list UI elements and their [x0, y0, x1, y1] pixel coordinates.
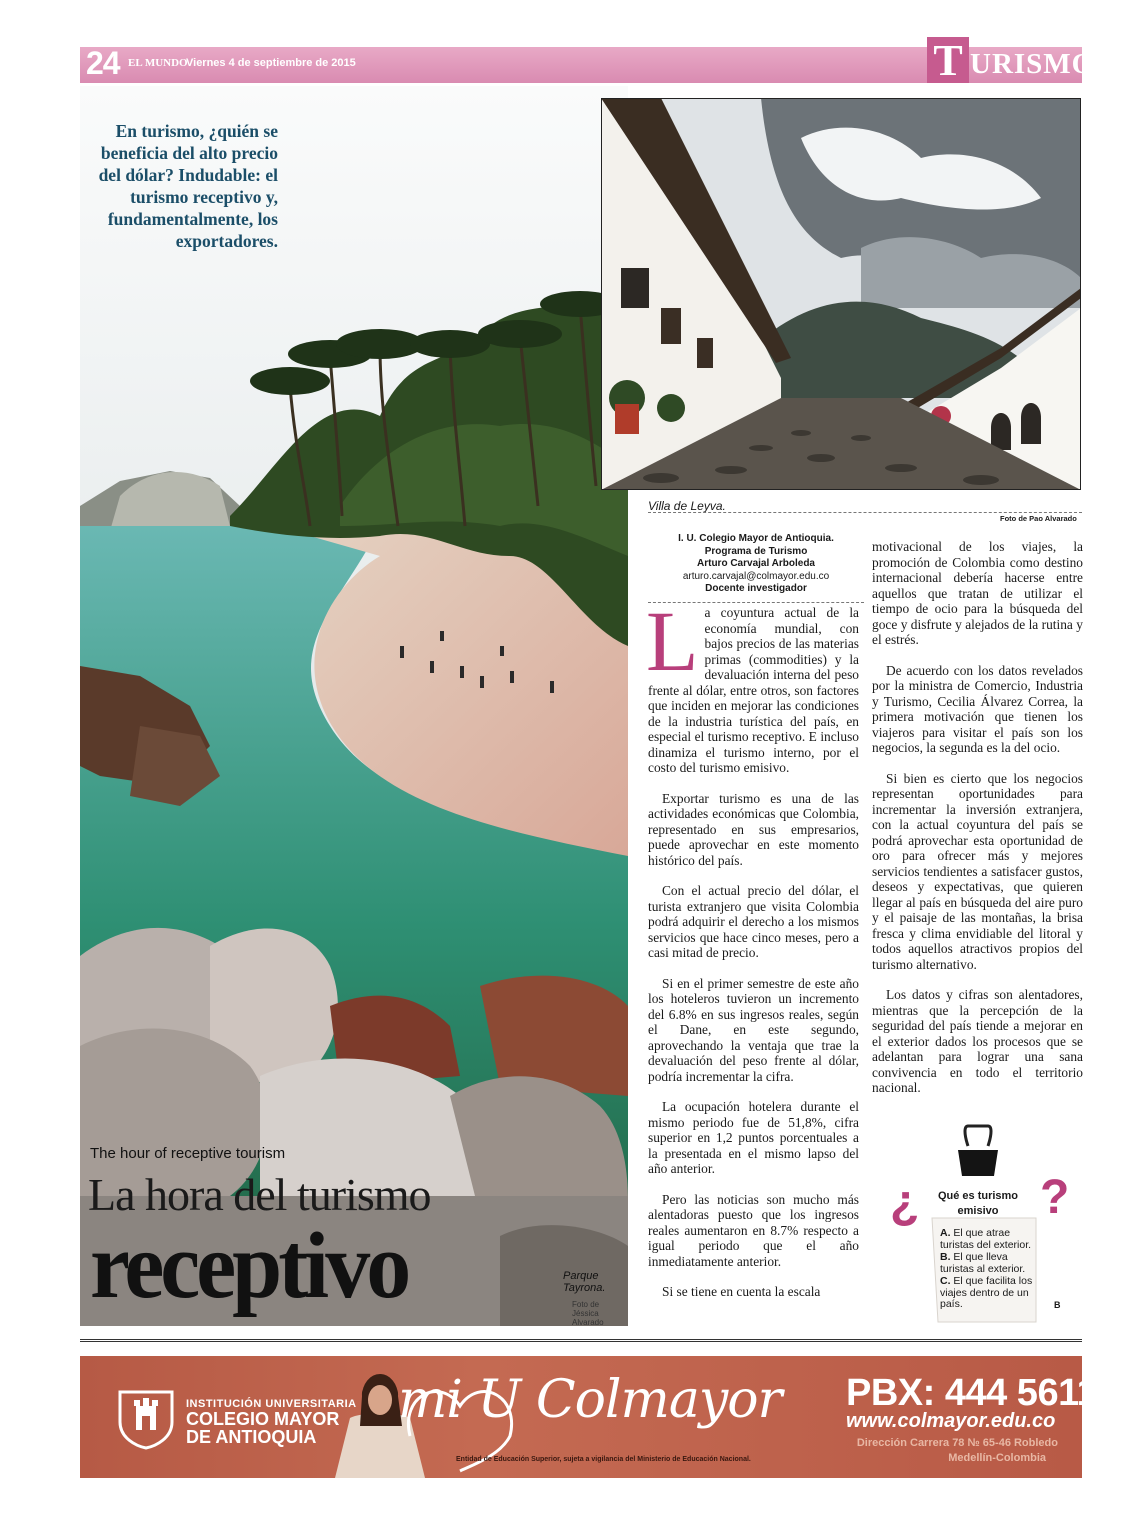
section-title: URISMO [970, 48, 1096, 80]
village-photo [601, 98, 1081, 490]
quiz-option-a: A. El que atrae turistas del exterior. [940, 1227, 1032, 1251]
headline-line-1: La hora del turismo [88, 1169, 431, 1220]
paragraph-4: Si en el primer semestre de este año los hoteleros tuvieron un incremento del 6.8% en sus ingresos reales, según el Dane, en este segundo, aprovechando la ventaja que trae la devaluación del peso frente al dólar, podría incrementar la cifra. [648, 975, 859, 1084]
ad-divider [80, 1339, 1082, 1342]
quiz-close-question-mark: ? [1040, 1171, 1070, 1224]
colmayor-shield-logo-icon [116, 1386, 176, 1455]
paragraph-3: Con el actual precio del dólar, el turista extranjero que visita Colombia podrá adquirir el derecho a los mismos servicios que hace cinco meses, pero a casi mitad de precio. [648, 883, 859, 960]
paragraph-11: Los datos y cifras son alentadores, mientras que la percepción de la seguridad del país tiende a mejorar en el exterior dados los procesos que se adelantan para lograr una sana convivencia en todo el territorio nacional. [872, 987, 1083, 1095]
quiz-open-question-mark: ¿ [890, 1176, 920, 1229]
article-deck: En turismo, ¿quién se beneficia del alto precio del dólar? Indudable: el turismo receptivo y, fundamentalmente, los exportadores. [98, 121, 278, 251]
paragraph-1: a coyuntura actual de la economía mundial, con bajos precios de las materias primas (commodities) y la devaluación interna del peso frente al dólar, entre otros, son factores que inciden en mejorar las condiciones de la industria turística del país, en especial el turismo receptivo. E incluso dinamiza el turismo interno, por el costo del turismo emisivo. [648, 605, 859, 775]
ad-website-link[interactable]: www.colmayor.edu.co [846, 1410, 1056, 1432]
paragraph-9: De acuerdo con los datos revelados por la ministra de Comercio, Industria y Turismo, Cecilia Álvarez Correa, la primera motivación que tienen los viajeros para visitar el país son los negocios, la segunda es la del ocio. [872, 662, 1083, 755]
beach-photo-credit: Foto de Jéssica Alvarado [572, 1300, 604, 1327]
village-photo-credit: Foto de Pao Alvarado [1000, 514, 1077, 523]
article-column-2 [872, 539, 1083, 1111]
ad-institution-type: INSTITUCIÓN UNIVERSITARIA [186, 1398, 357, 1410]
ad-legal-notice: Entidad de Educación Superior, sujeta a vigilancia del Ministerio de Educación Nacional. [456, 1456, 751, 1463]
byline-author: Arturo Carvajal Arboleda [697, 558, 815, 569]
village-photo-caption: Villa de Leyva. [648, 499, 726, 513]
quiz-option-b: B. El que lleva turistas al exterior. [940, 1251, 1026, 1275]
beach-photo [80, 86, 628, 1326]
beach-photo-caption: Parque Tayrona. [563, 1270, 606, 1294]
ad-slogan: mi U Colmayor [398, 1370, 782, 1430]
ad-address: Dirección Carrera 78 № 65-46 Robledo [856, 1437, 1058, 1449]
paragraph-2: Exportar turismo es una de las actividades económicas que Colombia, representado en sus empresarios, puede aprovechar en este momento histórico del país. [648, 790, 859, 868]
paragraph-6: Pero las noticias son mucho más alentadoras puesto que los ingresos reales aumentaron en 8.7% respecto a igual periodo que el año inmediatamente anterior. [648, 1191, 859, 1269]
paragraph-7: Si se tiene en cuenta la escala [662, 1284, 821, 1299]
quiz-answer-corner: B [1054, 1300, 1061, 1310]
byline-institution: I. U. Colegio Mayor de Antioquia. [678, 533, 834, 544]
article-column-1 [646, 593, 859, 1315]
quiz-options [940, 1228, 1040, 1312]
section-initial: T [927, 37, 969, 83]
drop-cap: L [646, 593, 699, 689]
publication-date: Viernes 4 de septiembre de 2015 [186, 57, 356, 69]
headline-kicker: The hour of receptive tourism [90, 1145, 286, 1162]
byline-email[interactable]: arturo.carvajal@colmayor.edu.co [682, 570, 830, 582]
paragraph-8: motivacional de los viajes, la promoción de Colombia como destino internacional debería hacerse entre aquellos que tratan de utilizar el tiempo de ocio para la búsqueda del goce y disfrute y alejados de la rutina y el estrés. [872, 539, 1083, 647]
byline [648, 533, 864, 596]
caption-divider [648, 512, 1082, 513]
ad-phone[interactable]: PBX: 444 5611 [846, 1372, 1098, 1414]
byline-program: Programa de Turismo [704, 545, 808, 557]
page-number: 24 [86, 45, 120, 81]
quiz-title: Qué es turismo emisivo [937, 1190, 1019, 1217]
ad-institution-name-2: DE ANTIOQUIA [186, 1427, 317, 1447]
paragraph-5: La ocupación hotelera durante el mismo periodo fue de 51,8%, cifra superior en 1,2 puntos porcentuales a la presentada en el mismo lapso del año anterior. [648, 1099, 859, 1176]
quiz-option-c: C. El que facilita los viajes dentro de un país. [940, 1275, 1033, 1310]
binder-clip-icon [954, 1124, 1002, 1185]
byline-role: Docente investigador [705, 583, 807, 594]
publication-name: EL MUNDO [128, 57, 188, 69]
ad-institution-name-1: COLEGIO MAYOR [186, 1409, 340, 1429]
ad-city: Medellín-Colombia [948, 1452, 1046, 1464]
headline-line-2: receptivo [90, 1214, 408, 1319]
paragraph-10: Si bien es cierto que los negocios representan oportunidades para incrementar la inversión extranjera, con la actual coyuntura del país se podrá aprovechar esta oportunidad de oro para ofrecer más y mejores servicios tendientes a satisfacer gustos, deseos y expectativas, que quieren llegar al país en búsqueda del aire puro y el paisaje de las montañas, la brisa fresca y clima envidiable del litoral y todos aquellos atractivos propios del turismo alternativo. [872, 770, 1083, 972]
